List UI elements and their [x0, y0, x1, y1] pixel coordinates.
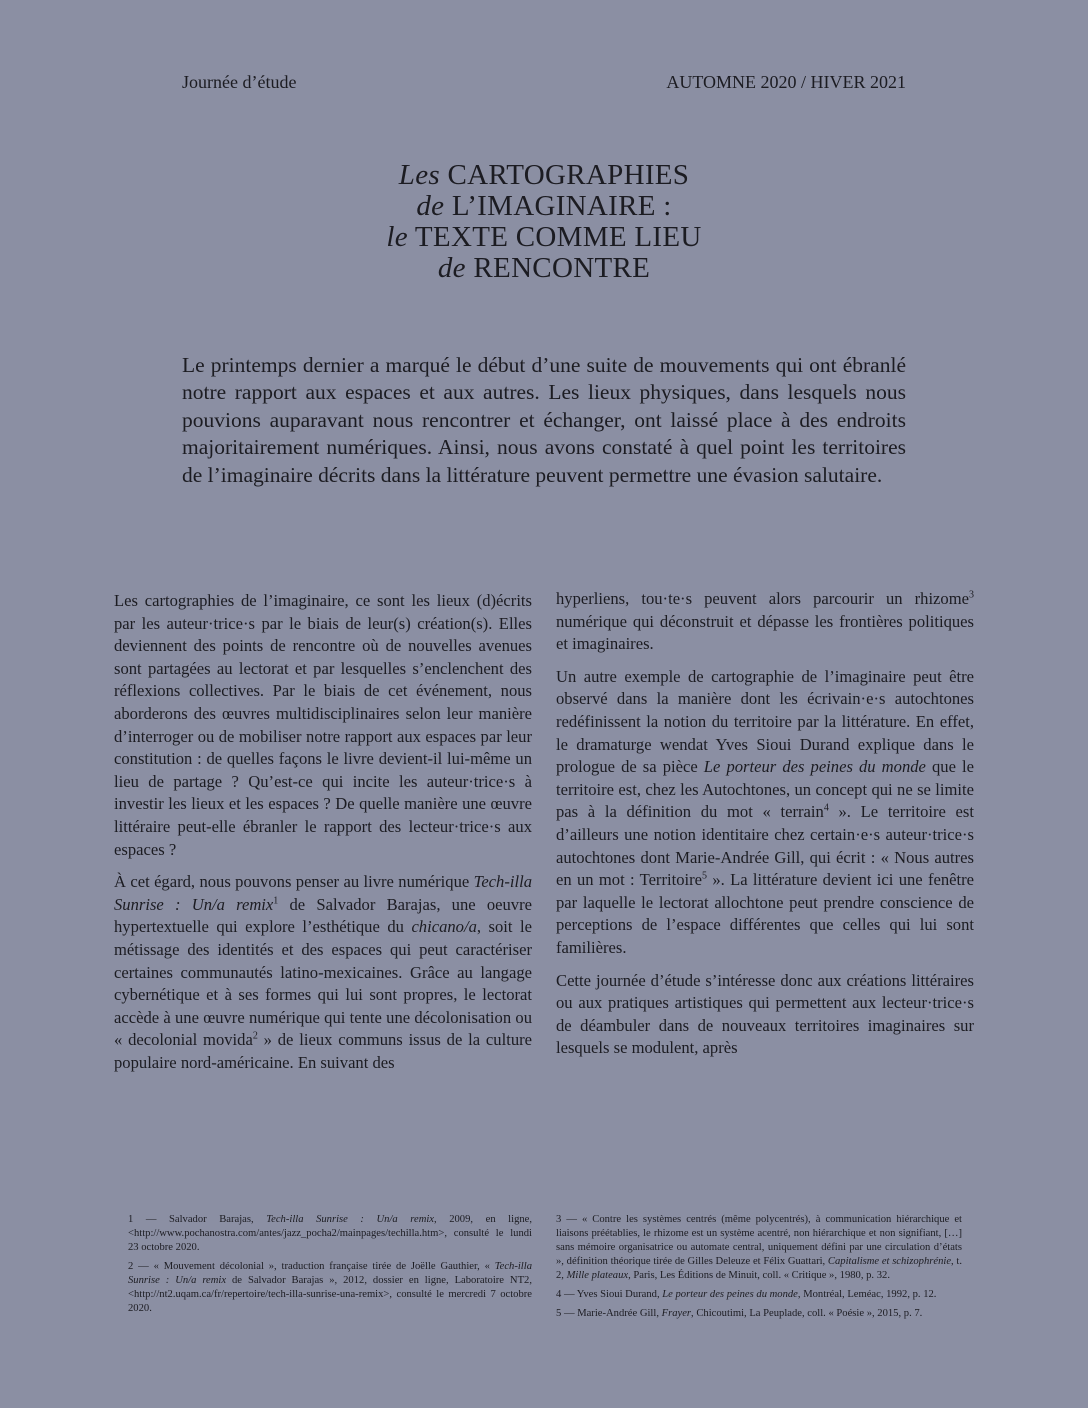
text-run: ». Le territoire est d’ailleurs une notion identitaire chez certain·e·s auteur·trice·s autochtones dont Marie-Andrée Gill, qui écrit : « Nous autres en un mot : Territoire [556, 802, 974, 890]
text-run: que le territoire est, chez les Autochtones, un concept qui ne se limite pas à la définition du mot « terrain [556, 757, 974, 822]
text-run: de Salvador Barajas, une oeuvre hypertextuelle qui explore l’esthétique du [114, 894, 533, 937]
title-line-4-caps: RENCONTRE [465, 252, 651, 284]
footnote-1 [128, 1213, 532, 1255]
text-run: numérique qui déconstruit et dépasse les frontières politiques et imaginaires. [556, 611, 974, 654]
text-run: , 2009, en ligne, <http://www.pochanostra.com/antes/jazz_pocha2/mainpages/techilla.htm>, consulté le lundi 23 octobre 2020. [128, 1214, 533, 1253]
title-line-2-italic: de [416, 190, 445, 222]
title-line-2 [0, 191, 1088, 222]
italic-term: chicano/a [411, 917, 477, 937]
footnote-ref[interactable]: 4 [823, 802, 829, 814]
page-title [0, 160, 1088, 284]
body-column-right [556, 588, 974, 1070]
body-paragraph [556, 588, 974, 656]
footnote-5 [556, 1307, 962, 1321]
header-right: AUTOMNE 2020 / HIVER 2021 [666, 72, 906, 92]
footnote-3 [556, 1213, 962, 1283]
body-paragraph: Les cartographies de l’imaginaire, ce sont les lieux (d)écrits par les auteur·trice·s par le biais de leur(s) création(s). Elles deviennent des points de rencontre où de nouvelles avenues sont partagées au lectorat et par lesquelles s’enclenchent des réflexions collectives. Par le biais de cet événement, nous aborderons des œuvres multidisciplinaires selon leur manière d’interroger ou de mobiliser notre rapport aux espaces par leur constitution : de quelles façons le livre devient-il lui-même un lieu de partage ? Qu’est-ce qui incite les auteur·trice·s à investir les lieux et les espaces ? De quelle manière une œuvre littéraire peut-elle ébranler le rapport des lecteur·trice·s aux espaces ? [114, 591, 532, 859]
text-run: , Montréal, Leméac, 1992, p. 12. [797, 1289, 937, 1300]
work-title: Tech-illa Sunrise : Un/a remix [114, 872, 532, 914]
intro-paragraph: Le printemps dernier a marqué le début d’une suite de mouvements qui ont ébranlé notre rapport aux espaces et aux autres. Les lieux physiques, dans lesquels nous pouvions auparavant nous rencontrer et échanger, ont laissé place à des endroits majoritairement numériques. Ainsi, nous avons constaté à quel point les territoires de l’imaginaire décrits dans la littérature peuvent permettre une évasion salutaire. [182, 353, 906, 487]
text-run: À cet égard, nous pouvons penser au livre numérique [114, 872, 474, 892]
work-title: Tech-illa Sunrise : Un/a remix [266, 1214, 434, 1225]
text-run: , soit le métissage des identités et des espaces qui peut caractériser certaines communautés latino-mexicaines. Grâce au langage cybernétique et à ses formes qui lui sont propres, le lectorat accède à une œuvre numérique qui tente une décolonisation ou « decolonial movida [114, 917, 532, 1050]
title-line-1-italic: Les [398, 159, 440, 191]
text-run: » de lieux communs issus de la culture populaire nord-américaine. En suivant des [114, 1030, 533, 1072]
text-run: 5 — Marie-Andrée Gill, [556, 1308, 662, 1319]
body-paragraph [556, 666, 974, 960]
title-line-4-italic: de [437, 252, 466, 284]
text-run: , Paris, Les Éditions de Minuit, coll. « Critique », 1980, p. 32. [628, 1270, 890, 1281]
text-run: , Chicoutimi, La Peuplade, coll. « Poésie », 2015, p. 7. [691, 1308, 923, 1319]
footnote-ref[interactable]: 2 [252, 1030, 258, 1042]
body-paragraph: Cette journée d’étude s’intéresse donc aux créations littéraires ou aux pratiques artistiques qui permettent aux lecteur·trice·s de déambuler dans de nouveaux territoires imaginaires sur lesquels se modulent, après [556, 970, 974, 1058]
body-paragraph [114, 871, 532, 1074]
text-run: 3 — « Contre les systèmes centrés (même polycentrés), à communication hiérarchique et liaisons préétablies, le rhizome est un système acentré, non hiérarchique et non signifiant, […] sans mémoire organisatrice ou automate central, uniquement défini par une circulation d’états », définition théorique tirée de Gilles Deleuze et Félix Guattari, [556, 1214, 962, 1267]
text-run: 4 — Yves Sioui Durand, [556, 1289, 663, 1300]
title-line-3 [0, 222, 1088, 253]
footnotes-left [128, 1213, 532, 1321]
title-line-3-italic: le [386, 221, 408, 253]
title-line-1 [0, 160, 1088, 191]
text-run: hyperliens, tou·te·s peuvent alors parcourir un rhizome [556, 589, 969, 608]
work-title: Capitalisme et schizophrénie [827, 1256, 952, 1267]
title-line-2-caps: L’IMAGINAIRE : [444, 190, 672, 222]
title-line-1-caps: CARTOGRAPHIES [439, 159, 690, 191]
footnote-ref[interactable]: 5 [702, 870, 708, 882]
text-run: de Salvador Barajas », 2012, dossier en ligne, Laboratoire NT2, <http://nt2.uqam.ca/fr/repertoire/tech-illa-sunrise-una-remix>, consulté le mercredi 7 octobre 2020. [128, 1275, 533, 1314]
work-title: Tech-illa Sunrise : Un/a remix [128, 1261, 532, 1286]
footnotes-right [556, 1213, 962, 1326]
work-title: Le porteur des peines du monde [662, 1289, 798, 1300]
text-run: Un autre exemple de cartographie de l’imaginaire peut être observé dans la manière dont les écrivain·e·s autochtones redéfinissent la notion du territoire par la littérature. En effet, le dramaturge wendat Yves Sioui Durand explique dans le prologue de sa pièce [556, 666, 974, 777]
footnote-ref[interactable]: 3 [969, 589, 974, 601]
text-run: , t. 2, [556, 1256, 963, 1281]
footnote-ref[interactable]: 1 [273, 895, 279, 907]
body-column-left [114, 590, 532, 1084]
work-title: Frayer [661, 1308, 692, 1319]
work-title: Le porteur des peines du monde [703, 757, 926, 777]
work-title: Mille plateaux [566, 1270, 629, 1281]
header-left: Journée d’étude [182, 72, 297, 92]
footnote-2 [128, 1260, 532, 1316]
running-header [182, 72, 906, 93]
title-line-3-caps: TEXTE COMME LIEU [407, 221, 702, 253]
footnote-4 [556, 1288, 962, 1302]
text-run: ». La littérature devient ici une fenêtre par laquelle le lectorat allochtone peut prendre conscience de perceptions de l’espace différentes que celles qui lui sont familières. [556, 870, 975, 957]
text-run: 1 — Salvador Barajas, [128, 1214, 267, 1225]
title-line-4 [0, 253, 1088, 284]
text-run: 2 — « Mouvement décolonial », traduction française tirée de Joëlle Gauthier, « [128, 1261, 495, 1272]
